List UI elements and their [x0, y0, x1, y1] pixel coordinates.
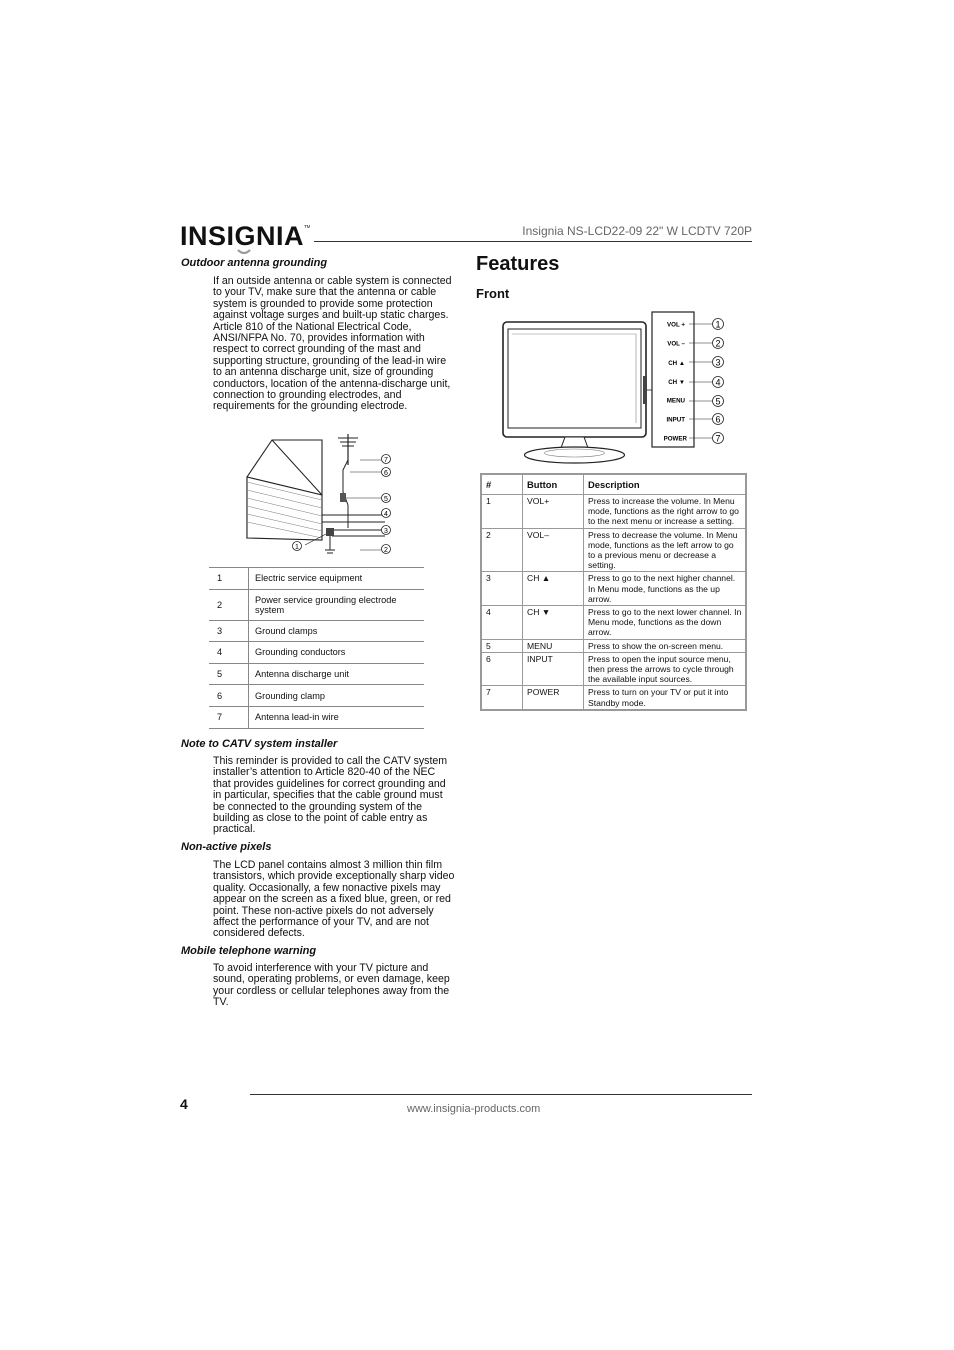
logo-wordmark: INSIGNIA — [180, 221, 305, 251]
callout-4 — [382, 509, 391, 519]
paragraph-mobile-phone: To avoid interference with your TV picture and sound, operating problems, or even damage, keep your cordless or cellular telephones away from the TV. — [213, 962, 450, 1009]
page-title: Features — [476, 253, 560, 275]
svg-text:4: 4 — [384, 511, 388, 518]
section-heading-non-active-pixels: Non-active pixels — [181, 841, 272, 853]
column-header-description: Description — [584, 474, 747, 495]
panel-label-power: POWER — [663, 435, 687, 443]
table-row: 4 Grounding conductors — [209, 642, 424, 664]
table-row: 7 Antenna lead-in wire — [209, 706, 424, 728]
button-description-table — [480, 473, 747, 711]
callout-1 — [293, 542, 302, 552]
panel-callout-7 — [713, 433, 724, 444]
doc-title: Insignia NS-LCD22-09 22" W LCDTV 720P — [522, 224, 752, 238]
tv-front-diagram-svg — [500, 310, 732, 466]
tv-front-diagram — [500, 310, 732, 466]
svg-text:2: 2 — [384, 547, 388, 554]
table-header-row — [481, 474, 746, 495]
callout-6 — [382, 468, 391, 478]
panel-callout-2 — [713, 338, 724, 349]
section-heading-mobile-phone: Mobile telephone warning — [181, 945, 317, 957]
table-row: 6 INPUT Press to open the input source menu, then press the arrows to cycle through the available input sources. — [481, 652, 746, 686]
table-row: 1 VOL+ Press to increase the volume. In Menu mode, functions as the right arrow to go to the next menu or increase a setting. — [481, 495, 746, 529]
svg-text:6: 6 — [384, 470, 388, 477]
grounding-diagram — [240, 430, 400, 560]
table-row: 7 POWER Press to turn on your TV or put it into Standby mode. — [481, 686, 746, 710]
paragraph-outdoor-antenna: If an outside antenna or cable system is connected to your TV, make sure that the antenna or cable system is grounded to provide some protection against voltage surges and built-up static charges. Article 810 of the National Electrical Code, ANSI/NFPA No. 70, provides information with respect to correct grounding of the mast and supporting structure, grounding of the lead-in wire to an antenna discharge unit, size of grounding conductors, location of the antenna-discharge unit, connection to grounding electrodes, and requirements for the grounding electrode. — [213, 275, 452, 413]
panel-callout-3 — [713, 357, 724, 368]
footer-url: www.insignia-products.com — [407, 1103, 541, 1115]
section-heading-front: Front — [476, 286, 510, 301]
panel-callout-1 — [713, 319, 724, 330]
logo-graphic — [180, 219, 310, 259]
logo-tm: TM — [304, 224, 310, 229]
insignia-logo — [180, 219, 310, 259]
panel-callout-4 — [713, 377, 724, 388]
table-row: 5 Antenna discharge unit — [209, 663, 424, 685]
svg-text:1: 1 — [295, 544, 299, 551]
panel-label-menu: MENU — [666, 397, 685, 405]
footer-rule — [250, 1094, 752, 1095]
table-row: 2 Power service grounding electrode system — [209, 589, 424, 620]
table-row: 3 Ground clamps — [209, 620, 424, 642]
panel-label-ch-down: CH ▼ — [668, 379, 685, 386]
panel-label-vol-up: VOL + — [667, 321, 685, 329]
callout-5 — [382, 494, 391, 504]
paragraph-non-active-pixels: The LCD panel contains almost 3 million thin film transistors, which provide exceptionally sharp video quality. Occasionally, a few nonactive pixels may appear on the screen as a fixed blue, green, or red point. These non-active pixels do not adversely affect the performance of your TV, and are not considered defects. — [213, 859, 455, 940]
svg-text:4: 4 — [715, 377, 721, 388]
svg-text:5: 5 — [384, 496, 388, 503]
table-row: 3 CH ▲ Press to go to the next higher channel. In Menu mode, functions as the up arrow. — [481, 572, 746, 606]
paragraph-catv: This reminder is provided to call the CATV system installer’s attention to Article 820-40 of the NEC that provides guidelines for correct grounding and in particular, specifies that the cable ground must be connected to the grounding system of the building as close to the point of cable entry as practical. — [213, 755, 448, 836]
table-row: 2 VOL– Press to decrease the volume. In Menu mode, functions as the left arrow to go to a previous menu or decrease a setting. — [481, 528, 746, 572]
grounding-diagram-svg — [240, 430, 400, 560]
table-row: 6 Grounding clamp — [209, 685, 424, 707]
column-header-button: Button — [523, 474, 584, 495]
panel-callout-6 — [713, 414, 724, 425]
svg-text:3: 3 — [715, 357, 721, 368]
svg-text:7: 7 — [715, 433, 721, 444]
panel-label-ch-up: CH ▲ — [668, 360, 685, 367]
svg-text:3: 3 — [384, 528, 388, 535]
panel-label-input: INPUT — [666, 416, 685, 424]
section-heading-outdoor-antenna: Outdoor antenna grounding — [181, 257, 328, 269]
svg-text:5: 5 — [715, 396, 721, 407]
table-row: 5 MENU Press to show the on-screen menu. — [481, 639, 746, 652]
header-rule — [314, 241, 752, 242]
column-header-number: # — [481, 474, 523, 495]
page-number: 4 — [180, 1096, 188, 1112]
table-row: 4 CH ▼ Press to go to the next lower channel. In Menu mode, functions as the down arrow. — [481, 606, 746, 640]
panel-label-vol-down: VOL – — [667, 340, 685, 348]
section-heading-catv: Note to CATV system installer — [181, 738, 338, 750]
panel-callout-5 — [713, 396, 724, 407]
svg-text:2: 2 — [715, 338, 721, 349]
grounding-legend-table — [209, 567, 424, 729]
svg-text:6: 6 — [715, 414, 721, 425]
callout-3 — [382, 526, 391, 536]
callout-7 — [382, 455, 391, 465]
table-row: 1 Electric service equipment — [209, 568, 424, 590]
svg-text:7: 7 — [384, 457, 388, 464]
callout-2 — [382, 545, 391, 555]
svg-text:1: 1 — [715, 319, 721, 330]
